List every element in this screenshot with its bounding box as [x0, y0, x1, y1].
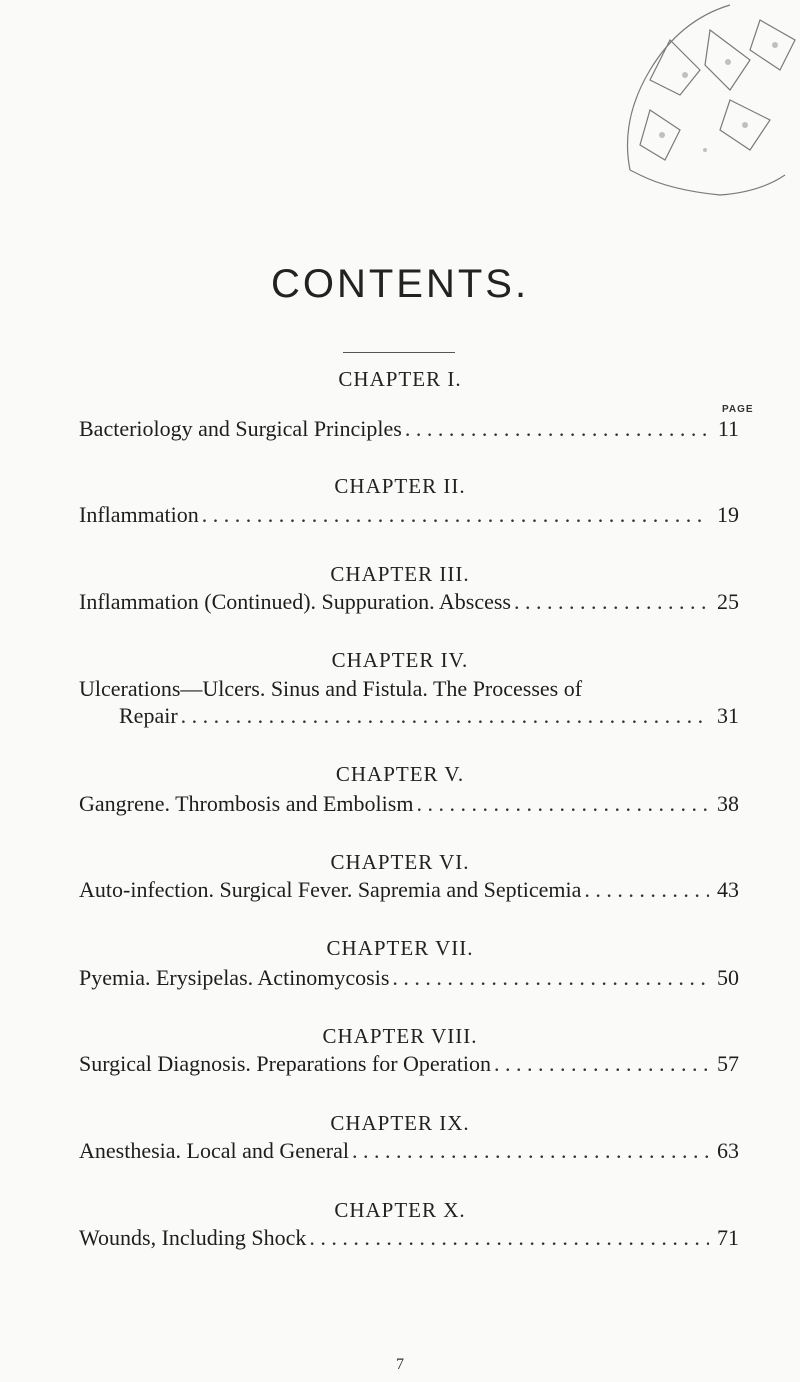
page-number: 7	[396, 1356, 404, 1373]
toc-entry-title: Wounds, Including Shock	[79, 1225, 307, 1250]
toc-entry	[79, 1225, 739, 1255]
dot-leader	[392, 965, 709, 991]
chapter-heading: CHAPTER II.	[334, 474, 466, 498]
toc-entry-page: 43	[717, 877, 739, 902]
chapter-heading: CHAPTER IX.	[330, 1111, 470, 1135]
toc-entry-page: 38	[717, 791, 739, 816]
toc-entry-title: Bacteriology and Surgical Principles	[79, 416, 402, 441]
dot-leader	[309, 1225, 709, 1251]
dot-leader	[352, 1138, 709, 1164]
toc-entry-page: 57	[717, 1051, 739, 1076]
toc-entry	[79, 965, 739, 995]
toc-entry-page: 11	[717, 416, 739, 441]
page-title: CONTENTS.	[270, 262, 530, 306]
toc-entry-page: 19	[717, 502, 739, 527]
toc-entry	[79, 589, 739, 619]
toc-entry-title: Anesthesia. Local and General	[79, 1138, 349, 1163]
chapter-heading: CHAPTER V.	[335, 762, 465, 786]
dot-leader	[202, 502, 709, 528]
dot-leader	[416, 791, 709, 817]
chapter-heading: CHAPTER I.	[338, 367, 462, 391]
chapter-heading: CHAPTER VIII.	[322, 1024, 478, 1048]
toc-entry-title: Auto-infection. Surgical Fever. Sapremia and Septicemia	[79, 877, 582, 902]
toc-entry	[79, 1051, 739, 1081]
toc-entry-page: 71	[717, 1225, 739, 1250]
toc-entry-title: Inflammation	[79, 502, 199, 527]
dot-leader	[494, 1051, 709, 1077]
toc-entry-page: 63	[717, 1138, 739, 1163]
toc-entry-title: Gangrene. Thrombosis and Embolism	[79, 791, 414, 816]
toc-entry-page: 50	[717, 965, 739, 990]
chapter-heading: CHAPTER VI.	[330, 850, 470, 874]
page-column-header: PAGE	[722, 404, 754, 415]
library-stamp	[610, 0, 800, 200]
toc-entry	[79, 502, 739, 532]
toc-entry-title-line1: Ulcerations—Ulcers. Sinus and Fistula. The Processes of	[79, 676, 583, 701]
title-rule	[343, 352, 455, 353]
toc-entry-page: 25	[717, 589, 739, 614]
toc-entry-title: Pyemia. Erysipelas. Actinomycosis	[79, 965, 390, 990]
chapter-heading: CHAPTER VII.	[326, 936, 474, 960]
toc-entry	[79, 416, 739, 446]
dot-leader	[181, 703, 709, 729]
toc-entry	[119, 703, 739, 733]
dot-leader	[514, 589, 709, 615]
chapter-heading: CHAPTER III.	[330, 562, 470, 586]
toc-entry	[79, 877, 739, 907]
toc-entry-title: Inflammation (Continued). Suppuration. Abscess	[79, 589, 511, 614]
dot-leader	[405, 416, 709, 442]
toc-entry	[79, 791, 739, 821]
chapter-heading: CHAPTER IV.	[331, 648, 469, 672]
toc-entry-title: Surgical Diagnosis. Preparations for Operation	[79, 1051, 492, 1076]
toc-entry-title: Repair	[119, 703, 178, 728]
toc-entry-page: 31	[717, 703, 739, 728]
chapter-heading: CHAPTER X.	[334, 1198, 466, 1222]
dot-leader	[584, 877, 709, 903]
toc-entry	[79, 1138, 739, 1168]
